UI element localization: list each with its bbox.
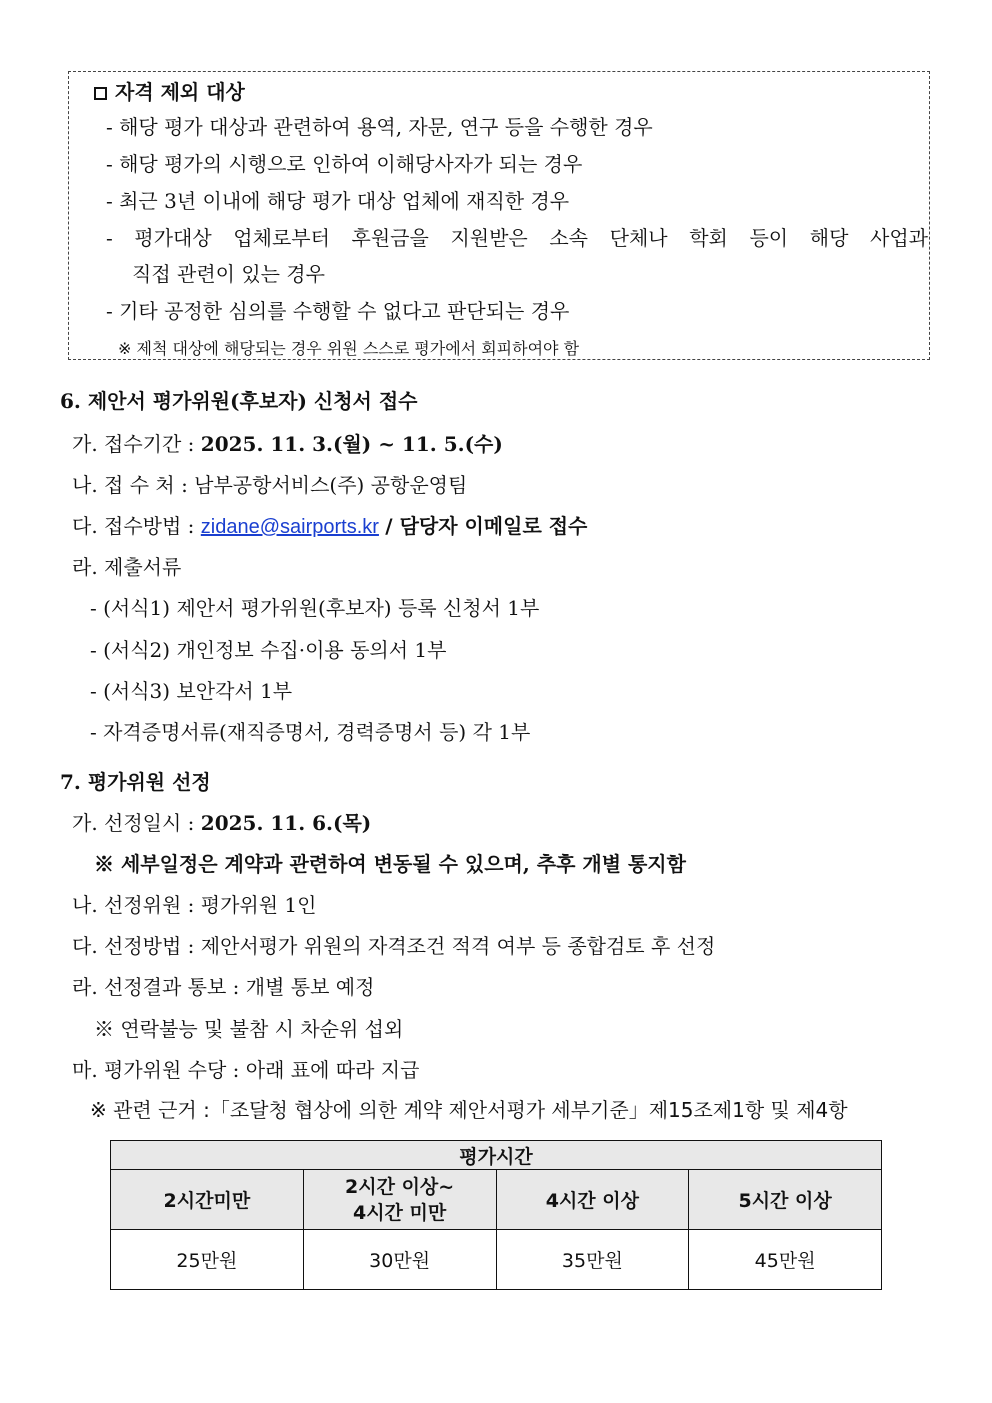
section7-result-note: ※ 연락불능 및 불참 시 차순위 섭외 (94, 1017, 404, 1041)
fee-table (110, 1140, 882, 1290)
section6-period: 가. 접수기간 : 2025. 11. 3.(월) ~ 11. 5.(수) (72, 432, 503, 456)
section6-heading: 6. 제안서 평가위원(후보자) 신청서 접수 (60, 389, 418, 413)
exclusion-note: ※ 제척 대상에 해당되는 경우 위원 스스로 평가에서 회피하여야 함 (118, 339, 580, 358)
doc-item: - (서식3) 보안각서 1부 (90, 679, 293, 703)
section7-count: 나. 선정위원 : 평가위원 1인 (72, 893, 317, 917)
doc-item: - 자격증명서류(재직증명서, 경력증명서 등) 각 1부 (90, 720, 531, 744)
doc-item: - (서식2) 개인정보 수집·이용 동의서 1부 (90, 638, 447, 662)
section7-result: 라. 선정결과 통보 : 개별 통보 예정 (72, 975, 375, 999)
fee-column-header: 5시간 이상 (689, 1170, 882, 1230)
section7-heading: 7. 평가위원 선정 (60, 770, 211, 794)
fee-cell: 45만원 (689, 1230, 882, 1290)
section7-method: 다. 선정방법 : 제안서평가 위원의 자격조건 적격 여부 등 종합검토 후 선정 (72, 934, 716, 958)
section6-method: 다. 접수방법 : zidane@sairports.kr / 담당자 이메일로 접수 (72, 514, 588, 538)
fee-cell: 30만원 (303, 1230, 496, 1290)
fee-column-header: 4시간 이상 (496, 1170, 689, 1230)
section6-place: 나. 접 수 처 : 남부공항서비스(주) 공항운영팀 (72, 473, 468, 497)
exclusion-item-continued: 직접 관련이 있는 경우 (132, 262, 325, 286)
doc-item: - (서식1) 제안서 평가위원(후보자) 등록 신청서 1부 (90, 596, 540, 620)
fee-column-header: 2시간미만 (111, 1170, 304, 1230)
exclusion-item: - 평가대상 업체로부터 후원금을 지원받은 소속 단체나 학회 등이 해당 사업과 (106, 226, 928, 250)
section7-basis: ※ 관련 근거 :「조달청 협상에 의한 계약 제안서평가 세부기준」제15조제1항 및 제4항 (90, 1098, 848, 1122)
section7-date: 가. 선정일시 : 2025. 11. 6.(목) (72, 811, 372, 835)
fee-cell: 25만원 (111, 1230, 304, 1290)
exclusion-item: - 최근 3년 이내에 해당 평가 대상 업체에 재직한 경우 (106, 189, 570, 213)
exclusion-item: - 기타 공정한 심의를 수행할 수 없다고 판단되는 경우 (106, 299, 570, 323)
section6-docs-label: 라. 제출서류 (72, 555, 182, 579)
exclusion-item: - 해당 평가의 시행으로 인하여 이해당사자가 되는 경우 (106, 152, 583, 176)
fee-cell: 35만원 (496, 1230, 689, 1290)
exclusion-item: - 해당 평가 대상과 관련하여 용역, 자문, 연구 등을 수행한 경우 (106, 115, 653, 139)
email-link[interactable]: zidane@sairports.kr (200, 516, 379, 538)
section7-allowance: 마. 평가위원 수당 : 아래 표에 따라 지급 (72, 1058, 420, 1082)
fee-table-header: 평가시간 (111, 1141, 882, 1170)
exclusion-title: 자격 제외 대상 (94, 76, 245, 105)
checkbox-square-icon (94, 87, 107, 100)
fee-column-header: 2시간 이상~ 4시간 미만 (303, 1170, 496, 1230)
section7-date-note: ※ 세부일정은 계약과 관련하여 변동될 수 있으며, 추후 개별 통지함 (94, 852, 686, 876)
